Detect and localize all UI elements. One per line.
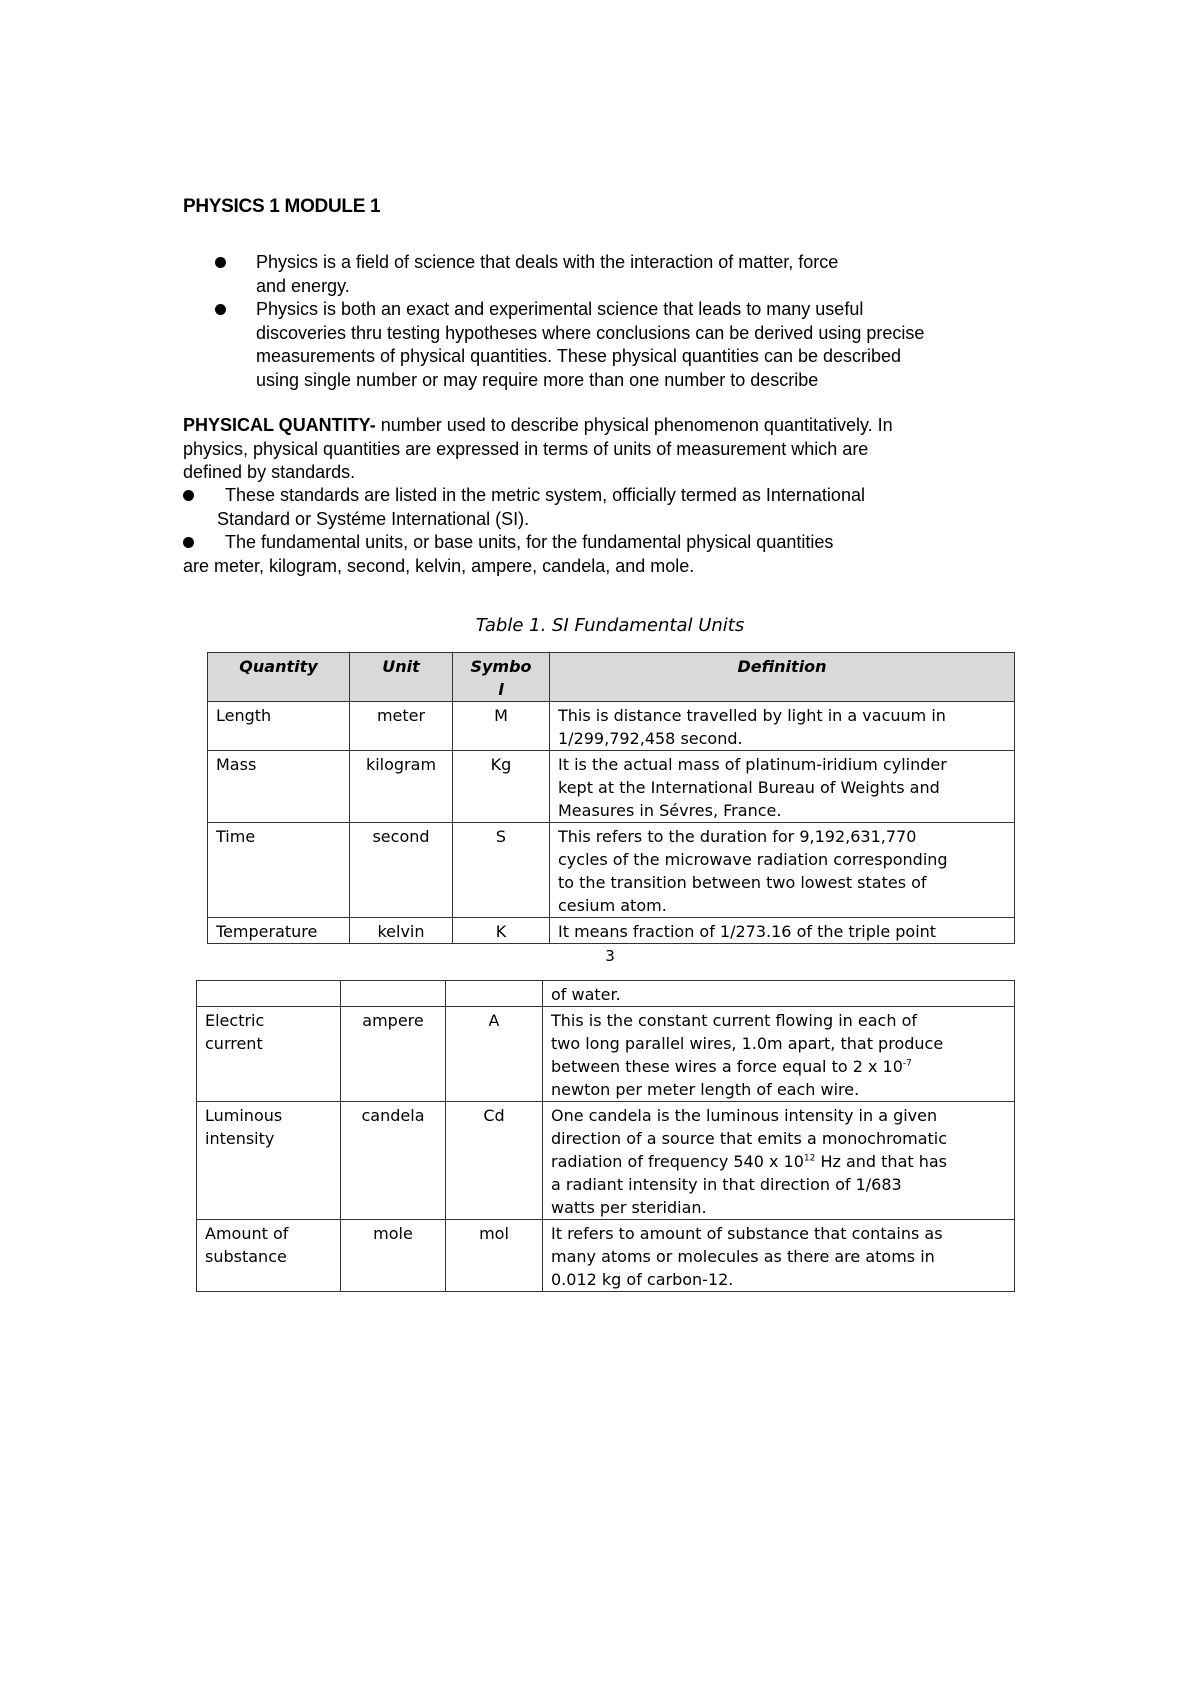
cell-symbol: A xyxy=(446,1007,543,1102)
cell-definition: It is the actual mass of platinum-iridium cylinder kept at the International Bureau of Weights and Measures in Sévres, France. xyxy=(550,751,1015,823)
header-definition: Definition xyxy=(550,653,1015,702)
bullet-text: Physics is a field of science that deals with the interaction of matter, force xyxy=(256,252,839,272)
si-units-table-continued xyxy=(196,980,1015,1292)
table-row xyxy=(197,1220,1015,1292)
intro-bullet-1 xyxy=(183,251,1023,298)
bullet-dot-icon xyxy=(215,304,226,315)
physical-quantity-paragraph xyxy=(183,414,1023,485)
cell-definition: of water. xyxy=(543,981,1015,1007)
cell-unit: mole xyxy=(341,1220,446,1292)
cell-quantity: Amount of substance xyxy=(197,1220,341,1292)
bullet-text: These standards are listed in the metric system, officially termed as International xyxy=(225,485,865,505)
cell-quantity: Length xyxy=(208,702,350,751)
table-caption: Table 1. SI Fundamental Units xyxy=(475,615,745,636)
bullet-text: Standard or Systéme International (SI). xyxy=(217,508,530,529)
table-row xyxy=(208,751,1015,823)
cell-unit: kelvin xyxy=(350,918,453,944)
bullet-text: The fundamental units, or base units, for the fundamental physical quantities xyxy=(225,532,834,552)
page-number: 3 xyxy=(605,947,615,965)
cell-definition: This is the constant current flowing in each of two long parallel wires, 1.0m apart, that produce between these wires a force equal to 2 x $10^{-7}$ newton per meter length of each wire. xyxy=(543,1007,1015,1102)
cell-definition: This is distance travelled by light in a vacuum in 1/299,792,458 second. xyxy=(550,702,1015,751)
cell-unit: meter xyxy=(350,702,453,751)
table-row xyxy=(208,918,1015,944)
cell-symbol: M xyxy=(453,702,550,751)
table-row xyxy=(208,823,1015,918)
standards-continuation: are meter, kilogram, second, kelvin, ampere, candela, and mole. xyxy=(183,556,695,576)
cell-unit: candela xyxy=(341,1102,446,1220)
cell-quantity xyxy=(197,981,341,1007)
bullet-dot-icon xyxy=(215,257,226,268)
standards-bullet-list xyxy=(183,484,1023,555)
header-quantity: Quantity xyxy=(208,653,350,702)
bullet-text: Physics is both an exact and experimental science that leads to many useful xyxy=(256,299,864,319)
intro-bullet-2 xyxy=(183,298,1023,392)
table-row xyxy=(197,981,1015,1007)
document-title: PHYSICS 1 MODULE 1 xyxy=(183,196,381,217)
si-units-table xyxy=(207,652,1015,944)
bullet-dot-icon xyxy=(183,490,194,501)
table-header-row xyxy=(208,653,1015,702)
table-row xyxy=(197,1007,1015,1102)
bullet-dot-icon xyxy=(183,537,194,548)
cell-quantity: Time xyxy=(208,823,350,918)
cell-unit: ampere xyxy=(341,1007,446,1102)
bullet-text: and energy. xyxy=(256,275,350,296)
cell-symbol: K xyxy=(453,918,550,944)
cell-symbol: S xyxy=(453,823,550,918)
header-symbol: Symbo l xyxy=(453,653,550,702)
cell-quantity: Electric current xyxy=(197,1007,341,1102)
paragraph-text: defined by standards. xyxy=(183,462,356,482)
cell-symbol xyxy=(446,981,543,1007)
cell-definition: One candela is the luminous intensity in a given direction of a source that emits a monochromatic radiation of frequency 540 x $10^{12}$ Hz and that has a radiant intensity in that direction of 1/683 watts per steridian. xyxy=(543,1102,1015,1220)
cell-unit: second xyxy=(350,823,453,918)
standards-bullet-2 xyxy=(183,531,1023,555)
table-row xyxy=(197,1102,1015,1220)
cell-symbol: mol xyxy=(446,1220,543,1292)
physical-quantity-term: PHYSICAL QUANTITY- xyxy=(183,415,376,435)
paragraph-text: number used to describe physical phenomenon quantitatively. In xyxy=(375,415,893,435)
cell-symbol: Cd xyxy=(446,1102,543,1220)
cell-quantity: Mass xyxy=(208,751,350,823)
paragraph-text: physics, physical quantities are expressed in terms of units of measurement which are xyxy=(183,438,869,459)
header-unit: Unit xyxy=(350,653,453,702)
bullet-text: discoveries thru testing hypotheses where conclusions can be derived using precise xyxy=(256,322,925,343)
intro-bullet-list xyxy=(183,251,1023,392)
cell-symbol: Kg xyxy=(453,751,550,823)
cell-definition: It means fraction of 1/273.16 of the triple point xyxy=(550,918,1015,944)
cell-quantity: Temperature xyxy=(208,918,350,944)
cell-definition: It refers to amount of substance that contains as many atoms or molecules as there are atoms in 0.012 kg of carbon-12. xyxy=(543,1220,1015,1292)
table-row xyxy=(208,702,1015,751)
cell-unit xyxy=(341,981,446,1007)
cell-unit: kilogram xyxy=(350,751,453,823)
bullet-text: measurements of physical quantities. These physical quantities can be described xyxy=(256,346,902,366)
cell-definition: This refers to the duration for 9,192,631,770 cycles of the microwave radiation corresponding to the transition between two lowest states of cesium atom. xyxy=(550,823,1015,918)
bullet-text: using single number or may require more than one number to describe xyxy=(256,369,819,390)
cell-quantity: Luminous intensity xyxy=(197,1102,341,1220)
standards-bullet-1 xyxy=(183,484,1023,531)
